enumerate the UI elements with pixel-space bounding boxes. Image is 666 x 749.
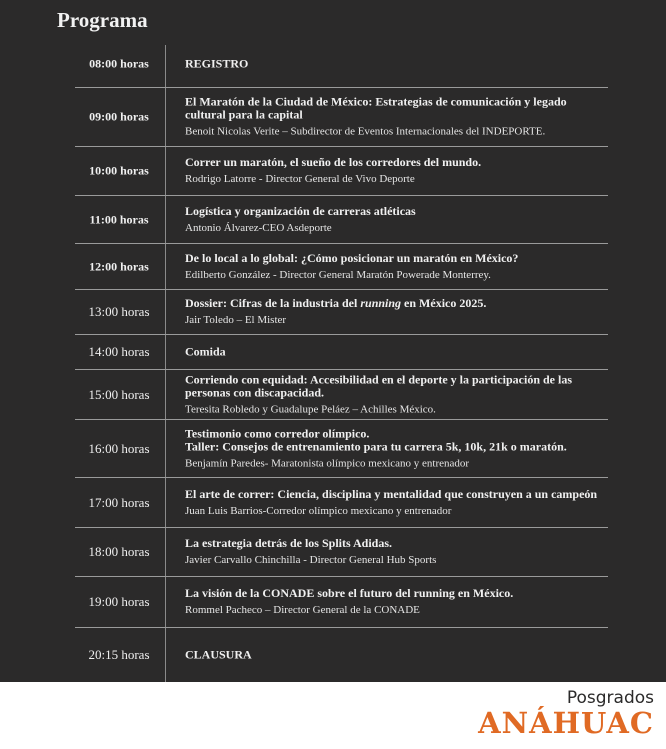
row-time: 18:00 horas: [88, 544, 150, 559]
row-content: [185, 297, 608, 327]
schedule-row: [75, 528, 608, 577]
row-time: 11:00 horas: [89, 212, 149, 226]
row-time: 10:00 horas: [89, 163, 149, 178]
row-time: 12:00 horas: [89, 259, 149, 273]
schedule-row: [75, 370, 608, 420]
row-time: 19:00 horas: [88, 594, 150, 609]
session-title: Comida: [185, 344, 226, 359]
row-time: 17:00 horas: [88, 494, 150, 510]
row-content: [185, 96, 608, 139]
schedule-row: [75, 335, 608, 370]
session-title: Correr un maratón, el sueño de los corredores del mundo.: [185, 155, 482, 169]
row-time: 20:15 horas: [88, 647, 150, 662]
schedule-row: [75, 478, 608, 528]
session-speaker: Javier Carvallo Chinchilla - Director General Hub Sports: [185, 554, 437, 566]
session-title: De lo local a lo global: ¿Cómo posicionar un maratón en México?: [185, 250, 519, 265]
logo-anahuac: ANÁHUAC: [478, 706, 654, 740]
session-speaker: Rodrigo Latorre - Director General de Vivo Deporte: [185, 173, 415, 185]
session-title: La visión de la CONADE sobre el futuro del running en México.: [185, 586, 514, 600]
anahuac-logo: [478, 688, 654, 738]
schedule-row: [75, 244, 608, 290]
schedule-row: [75, 88, 608, 147]
session-title: La estrategia detrás de los Splits Adidas.: [185, 536, 393, 550]
session-title: Logística y organización de carreras atléticas: [185, 203, 416, 218]
row-content: [185, 373, 608, 416]
schedule-row: [75, 420, 608, 478]
session-speaker: Rommel Pacheco – Director General de la CONADE: [185, 604, 420, 616]
row-content: [185, 205, 608, 235]
session-title: El arte de correr: Ciencia, disciplina y mentalidad que construyen a un campeón: [185, 486, 598, 501]
session-title-2: Taller: Consejos de entrenamiento para tu carrera 5k, 10k, 21k o maratón.: [185, 439, 567, 453]
row-content: [185, 537, 608, 567]
schedule-row: [75, 628, 608, 682]
session-speaker: Edilberto González - Director General Maratón Powerade Monterrey.: [185, 268, 491, 281]
row-time: 14:00 horas: [88, 344, 150, 359]
session-title: Testimonio como corredor olímpico.: [185, 426, 370, 440]
session-title: Dossier: Cifras de la industria del running en México 2025.: [185, 296, 487, 310]
schedule-row: [75, 40, 608, 88]
row-content: [185, 427, 608, 470]
schedule-row: [75, 196, 608, 244]
schedule-row: [75, 290, 608, 335]
session-speaker: Teresita Robledo y Guadalupe Peláez – Achilles México.: [185, 403, 436, 415]
session-title: CLAUSURA: [185, 647, 252, 662]
row-content: [185, 346, 608, 359]
schedule-row: [75, 147, 608, 196]
logo-posgrados: Posgrados: [566, 688, 654, 708]
session-speaker: Juan Luis Barrios-Corredor olímpico mexicano y entrenador: [185, 504, 452, 517]
session-speaker: Jair Toledo – El Mister: [185, 314, 287, 326]
session-speaker: Benoit Nicolas Verite – Subdirector de Eventos Internacionales del INDEPORTE.: [185, 125, 546, 138]
session-title: El Maratón de la Ciudad de México: Estrategias de comunicación y legado cultural para la capital: [185, 94, 567, 122]
row-content: [185, 649, 608, 662]
row-content: [185, 57, 608, 70]
session-title: REGISTRO: [185, 56, 249, 70]
row-time: 09:00 horas: [89, 109, 149, 124]
schedule-row: [75, 577, 608, 628]
row-time: 15:00 horas: [88, 386, 150, 402]
row-time: 16:00 horas: [88, 440, 150, 456]
session-speaker: Antonio Álvarez-CEO Asdeporte: [185, 221, 332, 234]
session-speaker: Benjamín Paredes- Maratonista olímpico mexicano y entrenador: [185, 457, 470, 469]
row-content: [185, 252, 608, 282]
row-content: [185, 156, 608, 186]
page-title: Programa: [57, 8, 148, 32]
row-content: [185, 488, 608, 518]
row-content: [185, 587, 608, 617]
row-time: 08:00 horas: [89, 56, 149, 70]
row-time: 13:00 horas: [88, 304, 150, 319]
session-title: Corriendo con equidad: Accesibilidad en el deporte y la participación de las personas con discapacidad.: [185, 372, 573, 399]
